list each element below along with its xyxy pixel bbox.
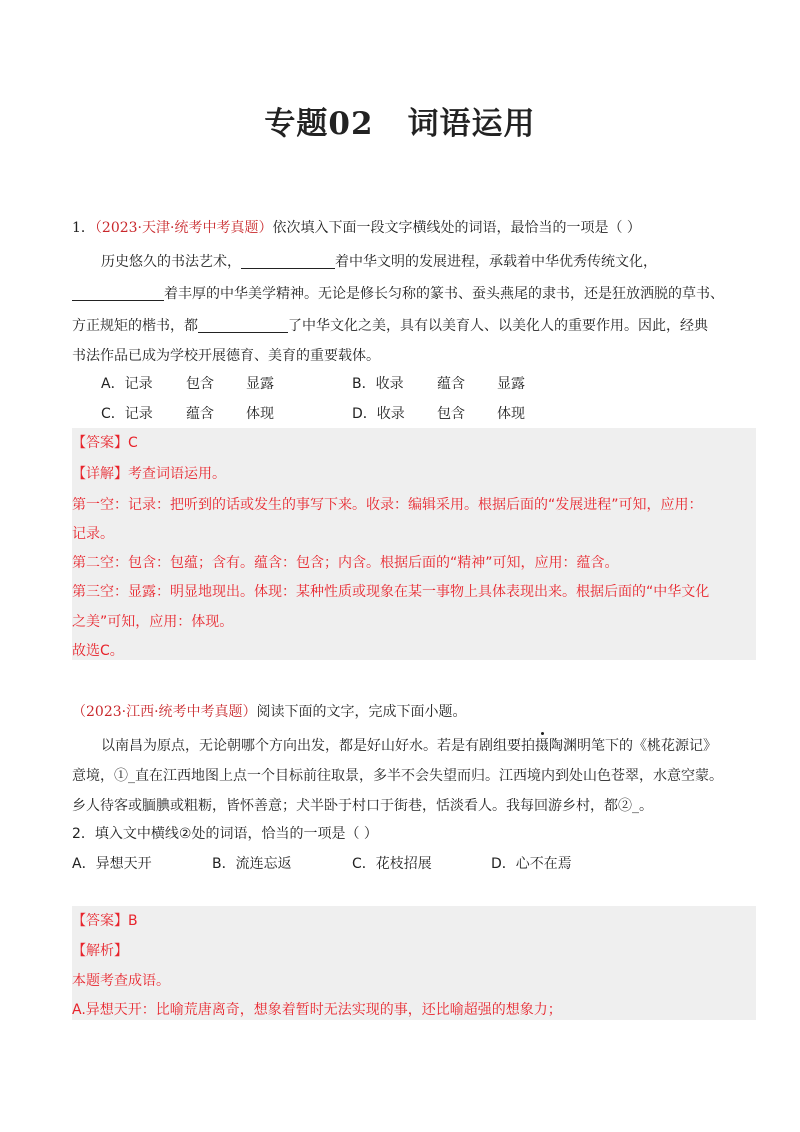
q1-explain-6: 故选C。 — [72, 643, 124, 659]
title-part2: 词语运用 — [407, 106, 536, 142]
q2-source: （2023·江西·统考中考真题） — [72, 704, 257, 720]
q2-answer: 【答案】B — [72, 913, 138, 929]
q1-source: （2023·天津·统考中考真题） — [94, 220, 273, 236]
q1-explain-5: 之美”可知，应用：体现。 — [72, 614, 234, 630]
q1-number: 1． — [72, 220, 95, 236]
q2-intro: 阅读下面的文字，完成下面小题。 — [256, 704, 467, 720]
q1-answer: 【答案】C — [72, 435, 138, 451]
q2-explain-2: A.异想天开：比喻荒唐离奇，想象着暂时无法实现的事，还比喻超强的想象力； — [72, 1002, 562, 1018]
blank-2 — [72, 286, 164, 301]
q2-passage-line1: 以南昌为原点，无论朝哪个方向出发，都是好山好水。若是有剧组要拍摄陶渊明笔下的《桃花源记》 — [101, 738, 717, 754]
q1-passage-line2: 着丰厚的中华美学精神。无论是修长匀称的篆书、蚕头燕尾的隶书，还是狂放洒脱的草书、 — [72, 284, 724, 304]
q1-option-a[interactable]: A．记录 包含 显露 — [101, 376, 274, 392]
q1-explain-1: 第一空：记录：把听到的话或发生的事写下来。收录：编辑采用。根据后面的“发展进程”可知，应用： — [72, 497, 703, 513]
q1-explain-3: 第二空：包含：包蕴；含有。蕴含：包含；内含。根据后面的“精神”可知，应用：蕴含。 — [72, 555, 619, 571]
blank-1 — [241, 254, 335, 269]
page-title — [0, 98, 800, 143]
q1-option-d[interactable]: D．收录 包含 体现 — [352, 406, 525, 422]
q2-option-d[interactable]: D．心不在焉 — [491, 856, 572, 872]
q2-stem: 2．填入文中横线②处的词语，恰当的一项是（ ） — [72, 826, 378, 842]
q2-header — [72, 702, 467, 722]
q1-option-c[interactable]: C．记录 蕴含 体现 — [101, 406, 274, 422]
q2-analysis-tag: 【解析】 — [72, 943, 128, 959]
q1-option-b[interactable]: B．收录 蕴含 显露 — [352, 376, 525, 392]
q1-passage-line1: 历史悠久的书法艺术， 着中华文明的发展进程，承载着中华优秀传统文化， — [101, 254, 657, 270]
q1-explain-4: 第三空：显露：明显地现出。体现：某种性质或现象在某一事物上具体表现出来。根据后面的“中华文化 — [72, 584, 710, 600]
q1-detail: 【详解】考查词语运用。 — [72, 466, 226, 482]
q2-explain-1: 本题考查成语。 — [72, 973, 170, 989]
q1-header — [72, 218, 641, 238]
blank-3 — [198, 318, 288, 333]
q2-passage-line3: 乡人待客或腼腆或粗粝，皆怀善意；犬半卧于村口于街巷，恬淡看人。我每回游乡村，都②_。 — [72, 798, 653, 814]
q2-option-a[interactable]: A．异想天开 — [72, 856, 152, 872]
q1-explain-2: 记录。 — [72, 526, 114, 542]
q2-option-b[interactable]: B．流连忘返 — [212, 856, 292, 872]
q2-passage-line2: 意境，①_直在江西地图上点一个目标前往取景，多半不会失望而归。江西境内到处山色苍翠，水意空蒙。 — [72, 768, 723, 784]
q1-passage-line3: 方正规矩的楷书，都 了中华文化之美，具有以美育人、以美化人的重要作用。因此，经典 — [72, 318, 708, 334]
q2-option-c[interactable]: C．花枝招展 — [352, 856, 432, 872]
title-part1: 专题02 — [264, 106, 374, 142]
q1-passage-line4: 书法作品已成为学校开展德育、美育的重要载体。 — [72, 348, 380, 364]
q1-stem: 依次填入下面一段文字横线处的词语，最恰当的一项是（ ） — [272, 220, 641, 236]
